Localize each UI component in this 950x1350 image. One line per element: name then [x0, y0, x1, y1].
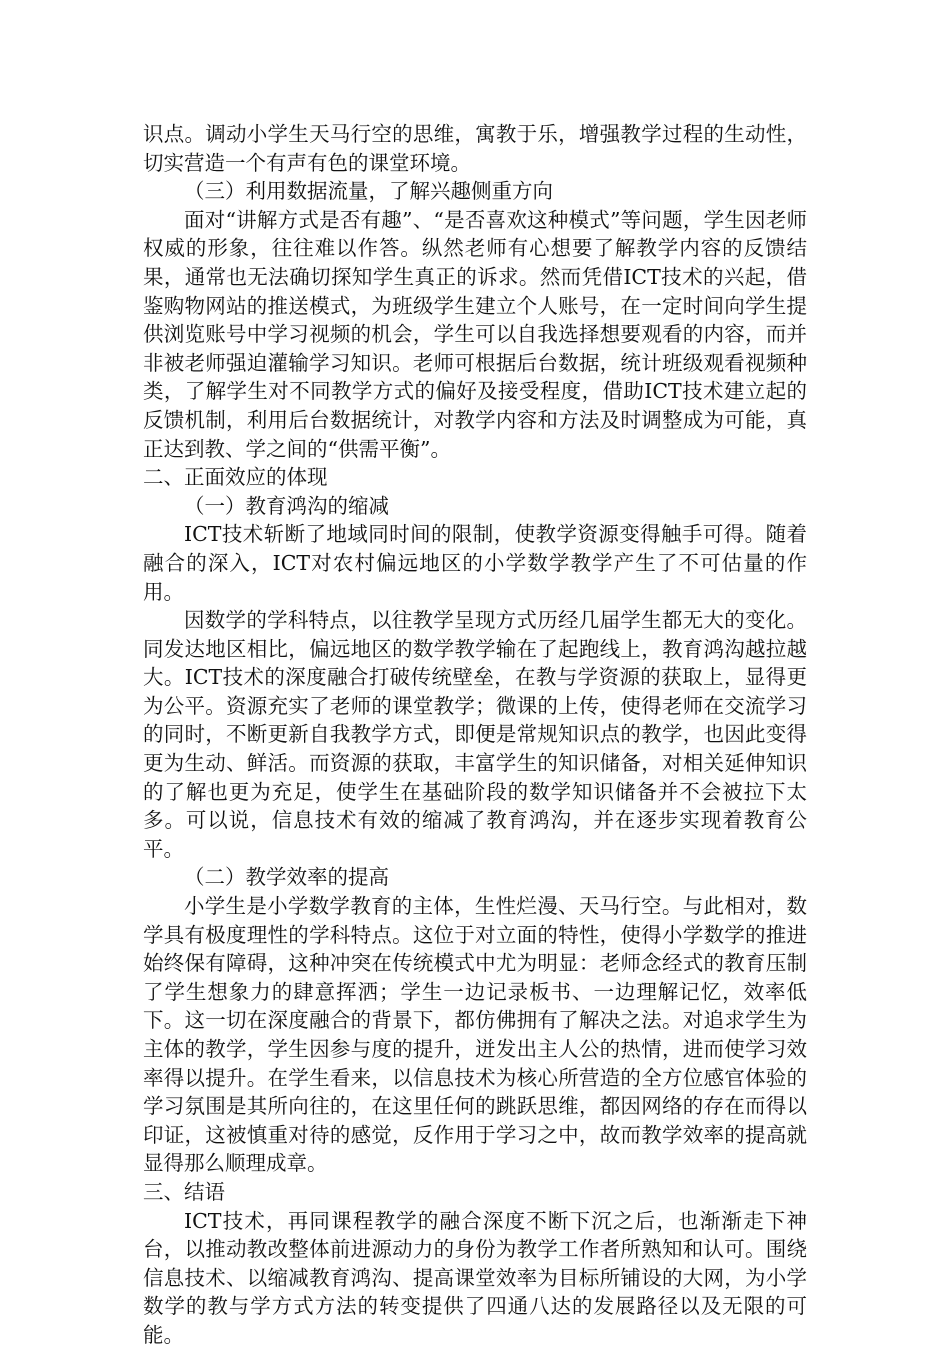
subheading-2-2: （二）教学效率的提高 — [184, 865, 389, 890]
paragraph-body: 因数学的学科特点，以往教学呈现方式历经几届学生都无大的变化。同发达地区相比，偏远地区的数学教学输在了起跑线上，教育鸿沟越拉越大。ICT技术的深度融合打破传统壁垒，在教与学资源的获取上，显得更为公平。资源充实了老师的课堂教学；微课的上传，使得老师在交流学习的同时，不断更新自我教学方式，即便是常规知识点的教学，也因此变得更为生动、鲜活。而资源的获取，丰富学生的知识储备，对相关延伸知识的了解也更为充足，使学生在基础阶段的数学知识储备并不会被拉下太多。可以说，信息技术有效的缩减了教育鸿沟，并在逐步实现着教育公平。 — [143, 608, 807, 861]
subheading-3: （三）利用数据流量，了解兴趣侧重方向 — [184, 179, 553, 204]
document-page — [143, 120, 807, 1350]
paragraph-body: ICT技术斩断了地域同时间的限制，使教学资源变得触手可得。随着融合的深入，ICT对农村偏远地区的小学数学教学产生了不可估量的作用。 — [143, 522, 807, 604]
section-heading-2: 二、正面效应的体现 — [143, 465, 328, 490]
subheading-2-1: （一）教育鸿沟的缩减 — [184, 493, 389, 518]
paragraph-continued: 识点。调动小学生天马行空的思维，寓教于乐，增强教学过程的生动性，切实营造一个有声有色的课堂环境。 — [143, 122, 807, 175]
paragraph-body: 小学生是小学数学教育的主体，生性烂漫、天马行空。与此相对，数学具有极度理性的学科特点。这位于对立面的特性，使得小学数学的推进始终保有障碍，这种冲突在传统模式中尤为明显：老师念经式的教育压制了学生想象力的肆意挥洒；学生一边记录板书、一边理解记忆，效率低下。这一切在深度融合的背景下，都仿佛拥有了解决之法。对追求学生为主体的教学，学生因参与度的提升，迸发出主人公的热情，进而使学习效率得以提升。在学生看来，以信息技术为核心所营造的全方位感官体验的学习氛围是其所向往的，在这里任何的跳跃思维，都因网络的存在而得以印证，这被慎重对待的感觉，反作用于学习之中，故而教学效率的提高就显得那么顺理成章。 — [143, 894, 807, 1176]
paragraph-body: 面对“讲解方式是否有趣”、“是否喜欢这种模式”等问题，学生因老师权威的形象，往往难以作答。纵然老师有心想要了解教学内容的反馈结果，通常也无法确切探知学生真正的诉求。然而凭借ICT技术的兴起，借鉴购物网站的推送模式，为班级学生建立个人账号，在一定时间向学生提供浏览账号中学习视频的机会，学生可以自我选择想要观看的内容，而并非被老师强迫灌输学习知识。老师可根据后台数据，统计班级观看视频种类，了解学生对不同教学方式的偏好及接受程度，借助ICT技术建立起的反馈机制，利用后台数据统计，对教学内容和方法及时调整成为可能，真正达到教、学之间的“供需平衡”。 — [143, 207, 807, 461]
section-heading-3: 三、结语 — [143, 1179, 225, 1204]
paragraph-body: ICT技术，再同课程教学的融合深度不断下沉之后，也渐渐走下神台，以推动教改整体前进源动力的身份为教学工作者所熟知和认可。围绕信息技术、以缩减教育鸿沟、提高课堂效率为目标所铺设的大网，为小学数学的教与学方式方法的转变提供了四通八达的发展路径以及无限的可能。 — [143, 1208, 807, 1347]
